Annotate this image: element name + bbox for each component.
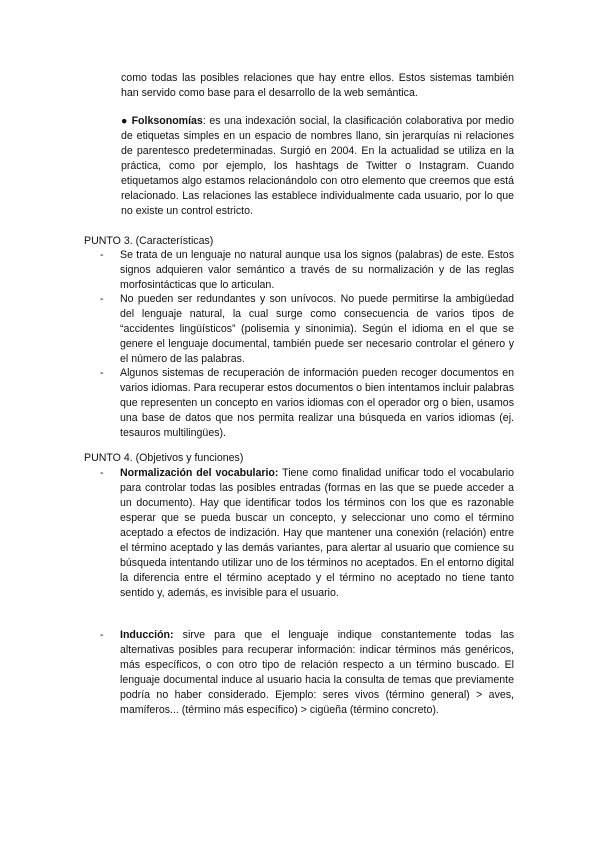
induccion-text: sirve para que el lenguaje indique constantemente todas las alternativas posibles para recuperar información: indicar términos más genéricos, más específicos, o con otro tipo de relación respecto a un término buscado. El lenguaje documental induce al usuario hacia la consulta de temas que previamente podría no haber considerado. Ejemplo: seres vivos (término general) > aves, mamíferos... (término más específico) > cigüeña (término concreto). xyxy=(120,629,514,716)
folksonomias-paragraph xyxy=(121,114,514,219)
list-item xyxy=(100,628,514,718)
punto3-heading: PUNTO 3. (Características) xyxy=(84,235,214,247)
list-item xyxy=(100,366,514,441)
folksonomias-text: : es una indexación social, la clasificación colaborativa por medio de etiquetas simples en un espacio de nombres llano, sin jerarquías ni relaciones de parentesco predeterminadas. Surgió en 2004. En la actualidad se utiliza en la práctica, como por ejemplo, los hashtags de Twitter o Instagram. Cuando etiquetamos algo estamos relacionándolo con otro elemento que creemos que está relacionado. Las relaciones las establece individualmente cada usuario, por lo que no existe un control estricto. xyxy=(121,115,514,217)
dash-bullet: - xyxy=(100,467,104,479)
list-item-text: No pueden ser redundantes y son unívocos. No puede permitirse la ambigüedad del lenguaje natural, la cual surge como consecuencia de varios tipos de “accidentes lingüísticos” (polisemia y sinonimia). Según el idioma en el que se genere el lenguaje documental, también puede ser necesario controlar el género y el número de las palabras. xyxy=(120,293,514,365)
list-item-text: Se trata de un lenguaje no natural aunque usa los signos (palabras) de este. Estos signos adquieren valor semántico a través de su normalización y de las reglas morfosintácticas que lo articulan. xyxy=(120,249,514,291)
list-item xyxy=(100,248,514,293)
induccion-term: Inducción: xyxy=(120,629,174,641)
list-item xyxy=(100,292,514,367)
bullet-icon: ● xyxy=(121,115,129,127)
folksonomias-term: Folksonomías xyxy=(131,115,203,127)
list-item xyxy=(100,466,514,601)
dash-bullet: - xyxy=(100,629,104,641)
list-item-text: Algunos sistemas de recuperación de información pueden recoger documentos en varios idiomas. Para recuperar estos documentos o bien intentamos incluir palabras que representen un concepto en varios idiomas con el operador org o bien, usamos una base de datos que nos permita realizar una búsqueda en varios idiomas (ej. tesauros multilingües). xyxy=(120,367,514,439)
list-item-text xyxy=(120,466,514,601)
intro-continuation: como todas las posibles relaciones que hay entre ellos. Estos sistemas también han servido como base para el desarrollo de la web semántica. xyxy=(121,72,514,99)
dash-bullet: - xyxy=(100,249,104,261)
list-item-text xyxy=(120,628,514,718)
punto4-heading: PUNTO 4. (Objetivos y funciones) xyxy=(84,452,244,464)
dash-bullet: - xyxy=(100,293,104,305)
normalizacion-text: Tiene como finalidad unificar todo el vocabulario para controlar todas las posibles entradas (formas en las que se puede acceder a un documento). Hay que identificar todos los términos con los que es razonable esperar que se pueda buscar un concepto, y seleccionar uno como el término aceptado a efectos de indización. Hay que mantener una conexión (relación) entre el término aceptado y las demás variantes, para alertar al usuario que comience su búsqueda intentando utilizar uno de los términos no aceptados. En el entorno digital la diferencia entre el término aceptado y el término no aceptado no tiene tanto sentido y, además, es invisible para el usuario. xyxy=(120,467,515,599)
normalizacion-term: Normalización del vocabulario: xyxy=(120,467,279,479)
dash-bullet: - xyxy=(100,367,104,379)
